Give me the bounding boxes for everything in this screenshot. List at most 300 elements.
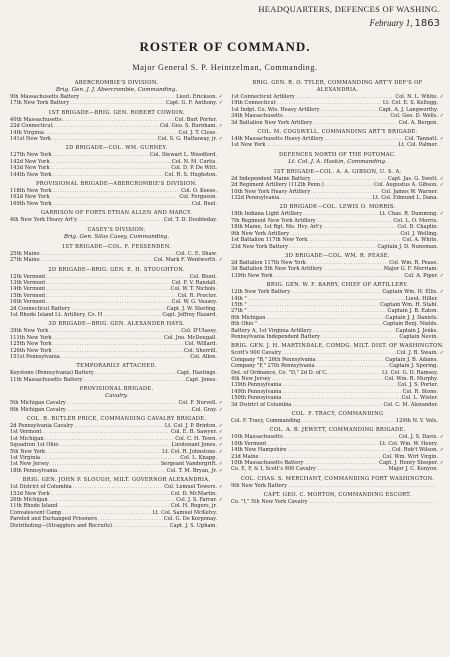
commander-name: Col. Lemuel Towers. — [164, 484, 217, 491]
check-mark: ✓ — [439, 182, 444, 189]
leader-dots — [292, 402, 382, 408]
commander-name: Col. Jno. McDougall. — [163, 334, 217, 341]
leader-dots — [58, 468, 165, 474]
section — [10, 145, 223, 178]
check-mark: ✓ — [218, 467, 223, 474]
unit-name: 4th New York Heavy Art'y — [10, 217, 78, 224]
commander-name: Col. Allen. — [190, 353, 217, 360]
unit-name: Company "F," 27th Pennsylvania — [231, 363, 315, 370]
section-heading: COL. A. B. JEWETT, COMMANDING BRIGADE. — [269, 427, 406, 434]
section — [10, 244, 223, 264]
roster-row — [231, 483, 444, 489]
commander-name: Col. L. O. Morris. — [393, 217, 438, 224]
page-subtitle: Major General S. P. Heintzelman, Commanding. — [132, 63, 318, 72]
check-mark: ✓ — [218, 435, 223, 442]
check-mark: ✓ — [439, 211, 444, 218]
unit-name: 2d Regiment Artillery (112th Penn.) — [231, 182, 324, 189]
leader-dots — [67, 407, 191, 413]
section-heading: COL. M. COGSWELL, COMMANDING ART'Y BRIGADE. — [257, 129, 418, 136]
unit-name: 9th New York Battery — [231, 482, 287, 489]
leader-dots — [78, 217, 163, 223]
check-mark — [217, 217, 223, 223]
commander-name: Col. F. V. Randall. — [171, 279, 217, 286]
unit-name: Battery A, 1st Virginia Artillery — [231, 327, 312, 334]
unit-name: 142d New York — [10, 158, 50, 165]
commander-name: Col. L. Knapp. — [180, 455, 217, 462]
commander-name: Col. Rob't Wilson. — [391, 447, 438, 454]
commander-name: Captain J. D. Nuneman. — [377, 243, 438, 250]
commander-name: Col. N. L. White. — [395, 94, 438, 100]
unit-name: 4th New Jersey — [231, 376, 271, 382]
commander-name: Capt. A. J. Langworthy. — [378, 106, 438, 113]
unit-name: 162d New York — [10, 194, 50, 201]
unit-name: 10th Massachusetts — [231, 434, 283, 441]
right-column — [231, 80, 444, 655]
section-heading: CAPT. GEO. C. MORTON, COMMANDING ESCORT. — [263, 492, 412, 499]
commander-name: Lt. Col. Palmer. — [398, 142, 438, 149]
roster-row — [231, 499, 444, 505]
check-mark: ✓ — [439, 272, 444, 279]
unit-name: 15th Vermont — [10, 292, 46, 299]
section — [231, 129, 444, 149]
leader-dots — [321, 334, 398, 340]
check-mark — [438, 483, 444, 489]
unit-name: 8th Ohio " — [231, 321, 258, 328]
commander-name: Captain J. Spering. — [389, 363, 438, 370]
unit-name: 11th Massachusetts Battery — [10, 376, 83, 383]
commander-name: Col. D'Utassy. — [181, 328, 217, 335]
header-date-printed: February 1, — [369, 18, 413, 28]
roster-row — [10, 257, 223, 263]
commander-name: Col. Tannatt. — [404, 136, 438, 143]
header-date-handwritten: 1863 — [414, 18, 440, 29]
unit-name: 1st Indpt. Co. Wis. Heavy Artillery — [231, 106, 320, 113]
check-mark: ✓ — [218, 123, 223, 130]
commander-name: Capt. Jeffrey Hazard. — [162, 311, 217, 318]
roster-row — [231, 120, 444, 126]
section — [10, 386, 223, 413]
commander-name: 129th N. Y. Vols. — [395, 418, 438, 425]
commander-name: Col. Blunt. — [189, 273, 217, 280]
commander-name: Col. L. Wister. — [401, 395, 438, 402]
section-heading: BRIG. GEN. J. H. MARTINDALE, COMDG. MILT. DIST. OF WASHINGTON. — [231, 343, 444, 350]
unit-name: 14th Vermont — [10, 286, 46, 293]
section — [10, 210, 223, 223]
unit-name: 111th New York — [10, 334, 52, 341]
leader-dots — [266, 142, 397, 148]
section-commander: Cavalry. — [105, 393, 128, 400]
commander-name: Col. Willard. — [184, 341, 217, 348]
commander-name: Sergeant Vandergrift. — [160, 461, 217, 468]
commander-name: Col. Wm. Wirt Virgin. — [382, 453, 438, 460]
section — [231, 476, 444, 489]
section — [10, 363, 223, 383]
section — [231, 411, 444, 424]
unit-name: Det. of Ordnance, Co. "D," 2d D. of C. — [231, 369, 328, 376]
commander-name: Col. S. G. Hathaway, jr. — [157, 136, 217, 143]
roster-row — [10, 136, 223, 142]
unit-name: 141st New York — [10, 136, 51, 143]
section — [231, 492, 444, 505]
section — [10, 416, 223, 474]
unit-name: 132d Pennsylvania — [231, 195, 280, 202]
unit-name: 127th New York — [10, 152, 52, 159]
unit-name: Pennsylvania Independent Battery — [231, 333, 320, 340]
unit-name: 139th New York — [231, 272, 273, 279]
commander-name: Col. C. E. Shaw. — [176, 250, 217, 257]
unit-name: Col. F. Tracy, Commanding — [231, 418, 301, 425]
leader-dots — [103, 312, 161, 318]
section-heading: DEFENCES NORTH OF THE POTOMAC. — [279, 151, 396, 158]
roster-row — [10, 468, 223, 474]
commander-name: Col. A. Bergen. — [398, 119, 438, 126]
commander-name: Col. Augustus A. Gibson. — [374, 182, 438, 189]
unit-name: 23d New York Battery — [231, 243, 289, 250]
commander-name: Col. T. M. Bryan, Jr. — [166, 467, 217, 474]
unit-name: 27th " — [231, 308, 247, 315]
unit-name: 1st Virginia — [10, 455, 41, 462]
check-mark — [438, 120, 444, 126]
roster-columns — [10, 80, 444, 655]
commander-name: Col. Buel. — [191, 200, 217, 207]
roster-row — [10, 523, 223, 529]
page-title: ROSTER OF COMMAND. — [139, 39, 311, 54]
check-mark — [438, 334, 444, 340]
commander-name: Col. Wm. R. Pease. — [389, 259, 438, 266]
commander-name: Captain J. B. Eaton. — [387, 308, 438, 315]
commander-name: Capt. J. S. Upham. — [169, 522, 217, 529]
commander-name: Col. Burt Porter. — [174, 116, 217, 123]
unit-name: 17th New York Battery — [10, 100, 70, 107]
unit-name: 11th Rhode Island — [10, 503, 58, 510]
roster-row — [231, 402, 444, 408]
section — [231, 343, 444, 408]
section — [10, 267, 223, 319]
leader-dots — [70, 100, 165, 106]
commander-name: Lt. Col. Wm. W. Henry. — [379, 440, 438, 447]
section-heading: PROVISIONAL BRIGADE—ABERCROMBIE'S DIVISION. — [36, 181, 197, 188]
unit-name: Company "B," 26th Pennsylvania — [231, 356, 316, 363]
commander-name: Col. O. Keese. — [181, 188, 217, 195]
check-mark — [438, 499, 444, 505]
commander-name: Col. W. G. Veazey. — [171, 299, 217, 306]
section-heading: COL. CHAS. S. MERCHANT, COMMANDING FORT WASHINGTON. — [240, 475, 435, 482]
unit-name: Keystone (Pennsylvania) Battery — [10, 370, 94, 377]
check-mark: ✓ — [218, 423, 223, 429]
unit-name: 1st New Jersey — [10, 461, 49, 468]
unit-name: Scott's 900 Cavalry — [231, 350, 282, 357]
unit-name: 12th Vermont — [10, 273, 46, 280]
commander-name: Col. C. M. Alexander. — [383, 401, 438, 408]
unit-name: 1st Rhode Island Lt. Artillery, Co. H — [10, 311, 103, 318]
check-mark: ✓ — [439, 94, 444, 100]
check-mark — [217, 312, 223, 318]
commander-name: Lt. Col. R. Johnstone. — [162, 448, 217, 455]
unit-name: 153d New York — [10, 490, 50, 497]
commander-name: Col. Ferguson. — [179, 194, 217, 201]
unit-name: 169th New York — [10, 200, 52, 207]
section-heading: COL. F. TRACY, COMMANDING — [291, 411, 384, 418]
unit-name: 14th New Hampshire — [231, 447, 287, 454]
unit-name: 3d District of Columbia — [231, 401, 292, 408]
roster-row — [231, 273, 444, 279]
commander-name: Lieutenant Jones. — [171, 442, 217, 449]
unit-name: 15th " — [231, 301, 247, 308]
commander-name: Captain J. J. Daniels. — [385, 314, 438, 321]
commander-name: Captain Nevin. — [399, 333, 438, 340]
leader-dots — [313, 120, 398, 126]
unit-name: 14th Massachusetts Heavy Artillery — [231, 136, 324, 143]
unit-name: 150th Pennsylvania — [231, 395, 282, 402]
unit-name: 39th New York — [10, 328, 49, 335]
unit-name: 27th Maine — [10, 257, 40, 264]
section — [231, 80, 444, 126]
commander-name: Col. A. White. — [402, 237, 438, 244]
unit-name: 2d Battalion 117th New York — [231, 259, 306, 266]
check-mark: ✓ — [439, 175, 444, 182]
section — [10, 110, 223, 143]
roster-row — [231, 244, 444, 250]
commander-name: Capt. Hastings. — [176, 370, 217, 377]
section — [231, 169, 444, 202]
roster-row — [10, 377, 223, 383]
check-mark: ✓ — [439, 289, 444, 296]
commander-name: Lt. Col. Edmund L. Dana. — [372, 195, 438, 202]
unit-name: 9th Massachusetts Battery — [10, 94, 80, 100]
left-column — [10, 80, 223, 655]
commander-name: Col. H. Rogers, jr. — [170, 503, 217, 510]
unit-name: 1st Michigan — [10, 435, 44, 442]
unit-name: 1st Vermont — [10, 429, 42, 436]
unit-name: 34th Massachusetts — [231, 113, 283, 120]
unit-name: Co. E, F, & I, Scott's 900 Cavalry — [231, 466, 316, 473]
section-heading: 1ST BRIGADE—BRIG. GEN. ROBERT COWDIN. — [48, 109, 185, 116]
section-heading: BRIG. GEN. W. F. BARRY, CHIEF OF ARTILLERY. — [266, 282, 409, 289]
roster-row — [10, 354, 223, 360]
check-mark — [438, 142, 444, 148]
check-mark: ✓ — [218, 448, 223, 455]
check-mark — [438, 466, 444, 472]
section — [231, 204, 444, 249]
header-org: HEADQUARTERS, DEFENCES OF WASHING. — [258, 4, 440, 14]
check-mark — [438, 402, 444, 408]
header-date — [258, 18, 440, 29]
roster-row — [10, 201, 223, 207]
commander-name: Col. Gray. — [191, 406, 217, 413]
section-heading: 3D BRIGADE—COL. WM. R. PEASE. — [285, 252, 390, 259]
unit-name: 1st District of Columbia — [10, 484, 72, 491]
unit-name: 19th Connecticut — [231, 100, 276, 107]
unit-name: 10th New York Heavy Artillery — [231, 188, 311, 195]
unit-name: 7th Regiment New York Artillery — [231, 217, 316, 224]
unit-name: 3d Battalion New York Artillery — [231, 119, 313, 126]
check-mark: ✓ — [218, 406, 223, 413]
section — [10, 181, 223, 207]
unit-name: 5th New York — [10, 448, 46, 455]
section — [231, 152, 444, 166]
check-mark: ✓ — [218, 497, 223, 504]
unit-name: 40th Massachusetts — [10, 116, 62, 123]
section — [10, 321, 223, 360]
check-mark — [438, 244, 444, 250]
commander-name: Col. Geo. S. Burnham. — [159, 123, 217, 130]
section-heading: PROVISIONAL BRIGADE. — [79, 386, 154, 393]
commander-name: Capt. J. W. Sterling. — [166, 305, 217, 312]
commander-name: Col. Mark F. Wentworth. — [153, 257, 217, 264]
check-mark: ✓ — [439, 434, 444, 441]
commander-name: Lt. Col. J. P. Brinton. — [164, 423, 217, 429]
check-mark: ✓ — [218, 484, 223, 491]
section-commander: Brig. Gen. Silas Casey, Commanding. — [63, 233, 170, 240]
commander-name: Col. D. Chaplin. — [397, 224, 438, 231]
unit-name: 118th New York — [10, 188, 52, 195]
section-heading: BRIG. GEN. R. O. TYLER, COMMANDING ART'Y DEF'S OF ALEXANDRIA. — [252, 80, 423, 93]
roster-row — [10, 217, 223, 223]
leader-dots — [52, 136, 157, 142]
check-mark: ✓ — [218, 442, 223, 449]
leader-dots — [301, 418, 395, 424]
unit-name: 144th New York — [10, 171, 52, 178]
unit-name: Paroled and Exchanged Prisoners — [10, 516, 98, 523]
check-mark — [217, 523, 223, 529]
leader-dots — [274, 273, 404, 279]
roster-row — [231, 142, 444, 148]
check-mark: ✓ — [439, 113, 444, 120]
unit-name: 19th Indiana Light Artillery — [231, 211, 303, 218]
unit-name: 6th Michigan Cavalry — [10, 406, 66, 413]
check-mark: ✓ — [218, 94, 223, 100]
unit-name: 2d Pennsylvania Cavalry — [10, 423, 74, 429]
check-mark: ✓ — [439, 447, 444, 454]
commander-name: Lieut. Hiller. — [405, 295, 438, 302]
page-header — [258, 4, 440, 29]
unit-name: 10th Massachusetts Battery — [231, 460, 304, 467]
leader-dots — [41, 257, 153, 263]
unit-name: 22d Connecticut — [10, 123, 53, 130]
commander-name: Capt. Jones. — [185, 376, 217, 383]
unit-name: 2d Independent Maine Battery — [231, 175, 311, 182]
commander-name: Col. C. H. Town. — [175, 435, 217, 442]
unit-name: 151st Pennsylvania — [10, 353, 60, 360]
commander-name: Col. Sherrill. — [184, 347, 217, 354]
commander-name: Captain J. B. Adams. — [385, 356, 438, 363]
section-heading: 3D BRIGADE—BRIG. GEN. ALEXANDER HAYS. — [48, 321, 185, 328]
unit-name: 143d New York — [10, 165, 50, 172]
commander-name: Col. J. S. Farrar. — [176, 497, 217, 504]
leader-dots — [113, 523, 169, 529]
commander-name: Col. James W. Warner. — [381, 188, 438, 195]
commander-name: Col. R. Proctor. — [177, 292, 217, 299]
unit-name: 14th Virginia — [10, 129, 44, 136]
check-mark — [217, 377, 223, 383]
section — [231, 253, 444, 279]
unit-name: 125th New York — [10, 341, 52, 348]
section — [10, 80, 223, 107]
check-mark: ✓ — [439, 136, 444, 143]
commander-name: Lt. Col. E. S. Kellogg. — [382, 100, 438, 107]
section-heading: COL. R. BUTLER PRICE, COMMANDING CAVALRY BRIGADE. — [26, 416, 207, 422]
leader-dots — [280, 195, 371, 201]
commander-name: Col. W. T. Nichols. — [170, 286, 217, 293]
commander-name: Col. Wm. B. Murphy. — [384, 376, 438, 382]
check-mark — [438, 418, 444, 424]
commander-name: Col. D. P. De Witt. — [171, 165, 217, 172]
section-heading: 2D BRIGADE—COL. WM. GURNEY. — [65, 145, 168, 152]
section-heading: 1ST BRIGADE—COL. A. A. GIBSON, U. S. A. — [273, 168, 402, 175]
commander-name: Capt. Jas. G. Swett. — [387, 175, 438, 182]
section — [10, 477, 223, 529]
commander-name: Capt. G. F. Anthony. — [165, 100, 217, 107]
section-heading: ABERCROMBIE'S DIVISION. — [74, 80, 159, 86]
unit-name: 14th " — [231, 295, 247, 302]
roster-row — [10, 100, 223, 106]
unit-name: 10th Vermont — [231, 440, 267, 447]
commander-name: Lt. Col. G. D. Ramsey. — [381, 369, 438, 376]
commander-name: Major J. C. Kenyon. — [388, 466, 438, 473]
commander-name: Col. R. Stone. — [402, 388, 438, 395]
unit-name: 1st Connecticut Artillery — [231, 94, 295, 100]
commander-name: Col. R. S. Hughston. — [164, 171, 217, 178]
commander-name: Col. G. De Korponay. — [163, 516, 217, 523]
roster-row — [231, 334, 444, 340]
commander-name: Col. Stewart L. Woodford. — [149, 152, 217, 159]
commander-name: Captain J. Jenks. — [395, 327, 438, 334]
commander-name: Col. J. Welling. — [400, 230, 438, 237]
check-mark — [217, 354, 223, 360]
section-heading: 2D BRIGADE—BRIG. GEN. E. H. STOUGHTON. — [48, 266, 185, 273]
unit-name: 18th Pennsylvania — [10, 467, 58, 474]
section-heading: GARRISON OF FORTS ETHAN ALLEN AND MARCY. — [40, 210, 193, 217]
section-commander: Brig. Gen. J. J. Abercrombie, Commanding. — [55, 87, 178, 93]
unit-name: Squadron 1st Ohio — [10, 442, 59, 449]
roster-row — [231, 418, 444, 424]
commander-name: Major G. F. Merriam. — [383, 266, 438, 273]
leader-dots — [309, 499, 437, 505]
roster-row — [10, 172, 223, 178]
commander-name: Col. A. Piper. — [404, 272, 438, 279]
check-mark — [217, 201, 223, 207]
commander-name: Lieut. Erickson. — [176, 94, 217, 100]
section-heading: TEMPORARILY ATTACHED. — [76, 363, 157, 370]
commander-name: Col. T. D. Doubleday. — [163, 217, 217, 224]
commander-name: Col. N. M. Curtis. — [171, 158, 217, 165]
unit-name: 12th New York Battery — [231, 289, 291, 296]
leader-dots — [288, 483, 437, 489]
unit-name: 1st New York — [231, 142, 266, 149]
unit-name: 5th Michigan Cavalry — [10, 400, 66, 407]
unit-name: 23d Maine — [231, 453, 259, 460]
section — [231, 427, 444, 472]
commander-name: Captain Wm. H. Stahl. — [380, 301, 438, 308]
leader-dots — [53, 201, 191, 207]
unit-name: Co. "I," 5th New York Cavalry — [231, 499, 308, 506]
unit-name: 18th Maine, 1st Rgt. Me. Hvy. Art'y — [231, 224, 323, 231]
commander-name: Capt. J. Henry Sleeper. — [379, 460, 438, 467]
check-mark: ✓ — [218, 257, 223, 264]
section — [231, 282, 444, 340]
unit-name: 149th Pennsylvania — [231, 388, 282, 395]
roster-row — [231, 466, 444, 472]
check-mark: ✓ — [218, 100, 223, 107]
roster-row — [10, 312, 223, 318]
commander-name: Col. D. McMartin. — [170, 490, 217, 497]
unit-name: 16th Vermont — [10, 299, 46, 306]
unit-name: Distributing—(Stragglers and Recruits) — [10, 522, 113, 529]
unit-name: 9th New York Artillery — [231, 230, 290, 237]
check-mark: ✓ — [218, 429, 223, 436]
commander-name: Col. J. T. Close. — [178, 129, 217, 136]
leader-dots — [317, 466, 388, 472]
